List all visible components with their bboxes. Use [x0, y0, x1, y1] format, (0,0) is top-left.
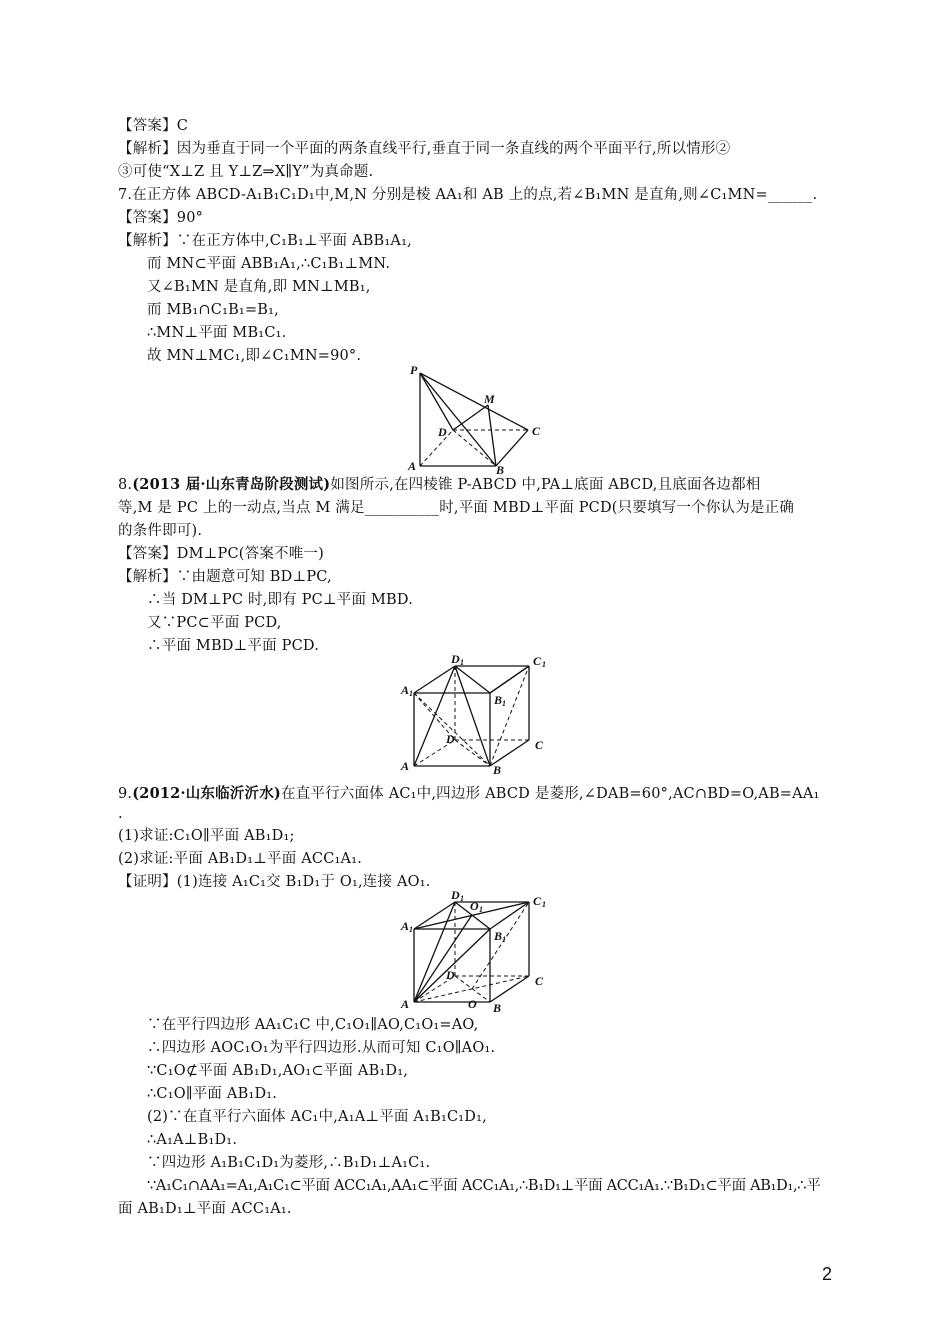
label-b: B	[496, 463, 505, 475]
analysis-line: 又∵PC⊂平面 PCD,	[147, 615, 282, 631]
analysis-line: ∴MN⊥平面 MB₁C₁.	[147, 325, 287, 341]
label-d: D	[438, 425, 447, 439]
answer-line: 【答案】90°	[118, 210, 204, 226]
proof-line: ∵A₁C₁∩AA₁=A₁,A₁C₁⊂平面 ACC₁A₁,AA₁⊂平面 ACC₁A₁,∴B₁D₁⊥平面 ACC₁A₁.∵B₁D₁⊂平面 AB₁D₁,∴平	[147, 1178, 821, 1194]
label-d: D	[446, 732, 455, 746]
subscript: 1	[460, 658, 464, 667]
subscript: 1	[409, 925, 413, 934]
subscript: 1	[479, 905, 483, 914]
label-c: C	[535, 738, 544, 752]
label-c1: C	[533, 654, 542, 668]
analysis-line: 【解析】因为垂直于同一个平面的两条直线平行,垂直于同一条直线的两个平面平行,所以情形②	[118, 141, 731, 157]
proof-line: ∵C₁O⊄平面 AB₁D₁,AO₁⊂平面 AB₁D₁,	[147, 1063, 409, 1079]
parallelepiped-figure	[398, 888, 558, 1013]
analysis-line: 【解析】∵在正方体中,C₁B₁⊥平面 ABB₁A₁,	[118, 233, 412, 249]
page-number: 2	[821, 1264, 832, 1284]
label-a1: A	[401, 683, 410, 697]
label-d1: D	[451, 888, 460, 902]
label-d: D	[446, 968, 455, 982]
pyramid-figure	[400, 360, 550, 475]
analysis-line: 而 MB₁∩C₁B₁=B₁,	[147, 302, 279, 318]
proof-line: ∴四边形 AOC₁O₁为平行四边形.从而可知 C₁O∥AO₁.	[147, 1040, 496, 1056]
label-a: A	[401, 759, 410, 773]
subscript: 1	[542, 660, 546, 669]
label-a: A	[401, 997, 410, 1011]
analysis-line: 而 MN⊂平面 ABB₁A₁,∴C₁B₁⊥MN.	[147, 256, 391, 272]
label-o: O	[468, 997, 477, 1011]
question-9	[118, 784, 820, 804]
question-7: 7.在正方体 ABCD-A₁B₁C₁D₁中,M,N 分别是棱 AA₁和 AB 上的点,若∠B₁MN 是直角,则∠C₁MN=______.	[118, 187, 818, 203]
label-p: P	[410, 363, 418, 377]
label-o1: O	[470, 899, 479, 913]
proof-line: 面 AB₁D₁⊥平面 ACC₁A₁.	[118, 1201, 292, 1217]
label-b: B	[493, 1001, 502, 1013]
question-9-part2: (2)求证:平面 AB₁D₁⊥平面 ACC₁A₁.	[118, 851, 363, 867]
proof-line: ∴A₁A⊥B₁D₁.	[147, 1132, 238, 1148]
answer-line: 【答案】C	[118, 118, 189, 134]
label-m: M	[484, 392, 495, 406]
subscript: 1	[409, 689, 413, 698]
q9-text: 在直平行六面体 AC₁中,四边形 ABCD 是菱形,∠DAB=60°,AC∩BD=O,AB=AA₁	[280, 786, 820, 802]
proof-line: ∵四边形 A₁B₁C₁D₁为菱形,∴B₁D₁⊥A₁C₁.	[147, 1155, 431, 1171]
analysis-line: ③可使“X⊥Z 且 Y⊥Z⇒X∥Y”为真命题.	[118, 164, 374, 180]
label-b1: B	[494, 693, 503, 707]
q9-number: 9.	[118, 786, 133, 802]
subscript: 1	[460, 894, 464, 903]
label-c: C	[535, 974, 544, 988]
label-b: B	[493, 763, 502, 774]
proof-line: ∵在平行四边形 AA₁C₁C 中,C₁O₁∥AO,C₁O₁=AO,	[147, 1017, 479, 1033]
analysis-line: 【解析】∵由题意可知 BD⊥PC,	[118, 569, 332, 585]
question-9-part1: (1)求证:C₁O∥平面 AB₁D₁;	[118, 828, 295, 844]
label-c: C	[532, 424, 541, 438]
subscript: 1	[542, 900, 546, 909]
question-8: 等,M 是 PC 上的一动点,当点 M 满足__________时,平面 MBD⊥平面 PCD(只要填写一个你认为是正确	[118, 500, 795, 516]
label-d1: D	[451, 652, 460, 666]
label-a1: A	[401, 919, 410, 933]
prism-figure	[398, 652, 558, 774]
q8-number: 8.	[118, 477, 133, 493]
q9-source: (2012·山东临沂沂水)	[132, 785, 281, 802]
analysis-line: ∴平面 MBD⊥平面 PCD.	[147, 638, 320, 654]
label-a: A	[408, 459, 417, 473]
proof-line: 【证明】(1)连接 A₁C₁交 B₁D₁于 O₁,连接 AO₁.	[118, 874, 431, 890]
analysis-line: 又∠B₁MN 是直角,即 MN⊥MB₁,	[147, 279, 371, 295]
label-c1: C	[533, 894, 542, 908]
subscript: 1	[502, 699, 506, 708]
proof-line: (2)∵在直平行六面体 AC₁中,A₁A⊥平面 A₁B₁C₁D₁,	[147, 1109, 487, 1125]
question-8	[118, 475, 761, 495]
answer-line: 【答案】DM⊥PC(答案不唯一)	[118, 546, 324, 562]
label-b1: B	[494, 929, 503, 943]
analysis-line: 故 MN⊥MC₁,即∠C₁MN=90°.	[147, 348, 362, 364]
q8-source: (2013 届·山东青岛阶段测试)	[132, 476, 331, 493]
q8-text: 如图所示,在四棱锥 P-ABCD 中,PA⊥底面 ABCD,且底面各边都相	[330, 477, 761, 493]
analysis-line: ∴当 DM⊥PC 时,即有 PC⊥平面 MBD.	[147, 592, 414, 608]
question-9: .	[118, 806, 123, 822]
subscript: 1	[502, 935, 506, 944]
question-8: 的条件即可).	[118, 523, 203, 539]
proof-line: ∴C₁O∥平面 AB₁D₁.	[147, 1086, 278, 1102]
